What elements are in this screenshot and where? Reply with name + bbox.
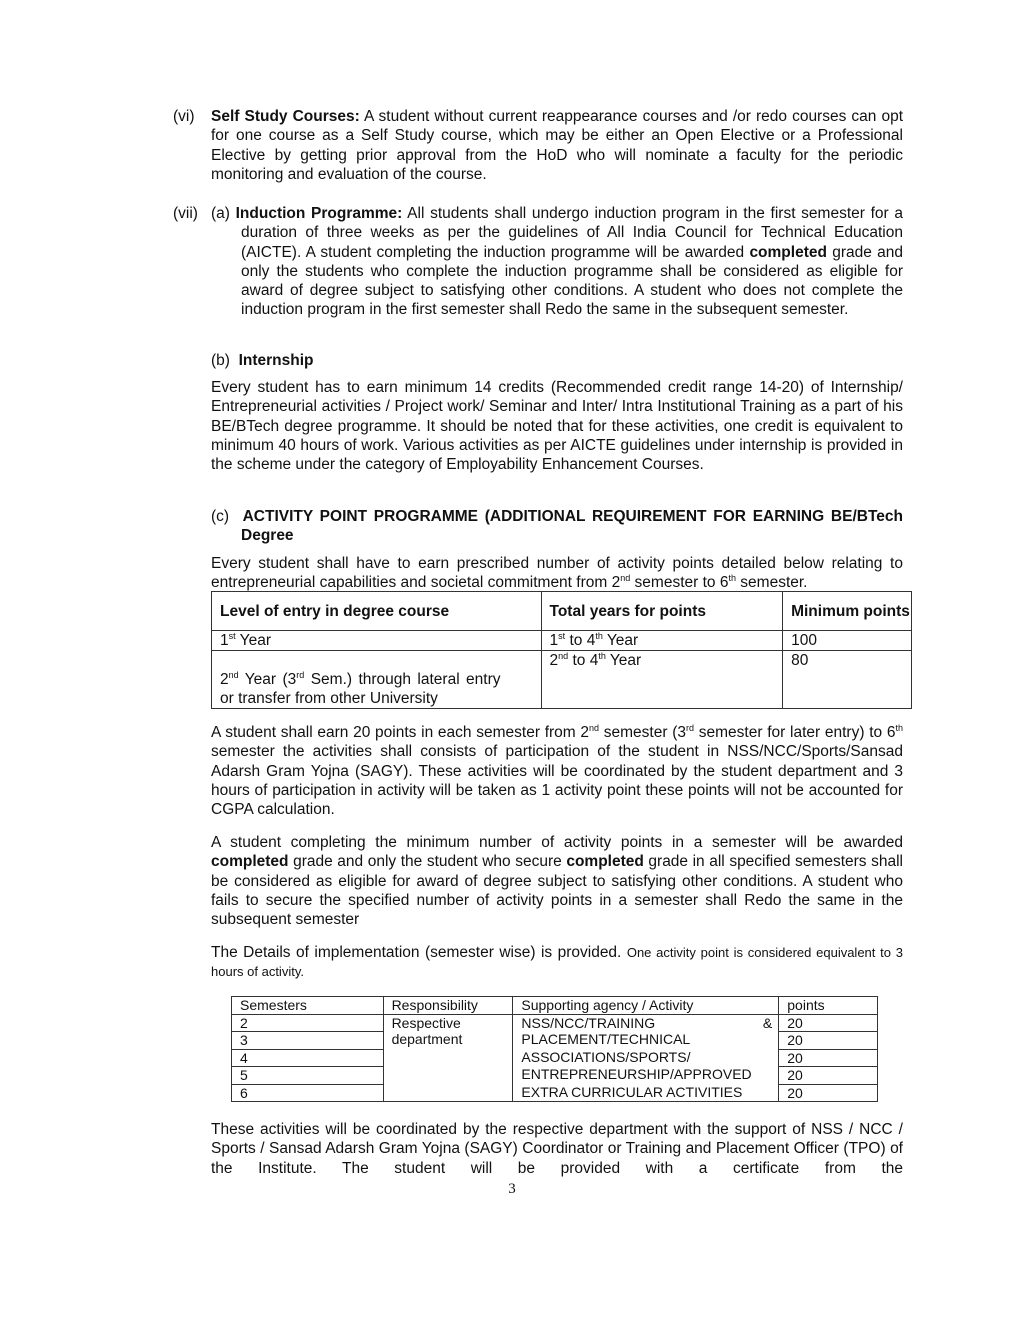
table-header-cell: Supporting agency / Activity [513, 997, 779, 1015]
activity-intro-text-2: semester to 6 [630, 574, 729, 592]
table-cell: 20 [779, 1032, 878, 1050]
table-header-cell: Responsibility [383, 997, 513, 1015]
cell-text: 2 [220, 671, 229, 688]
table-cell: 4 [232, 1049, 384, 1067]
cell-sup: st [228, 631, 236, 641]
para1-sup-2: rd [686, 723, 695, 733]
responsibility-cell: Respective department [383, 1014, 513, 1102]
cell-sup: th [598, 651, 606, 661]
cell-sup: nd [558, 651, 569, 661]
para2-bold-1: completed [211, 853, 289, 871]
cell-sup: st [558, 631, 566, 641]
induction-heading: Induction Programme: [235, 205, 403, 222]
coordination-paragraph: These activities will be coordinated by the respective department with the support of NSS / NCC / Sports / Sansad Adarsh Gram Yojna (SAGY) Coordinator or Training and Placement Officer (TPO) of the Institute. The student will be provided with a certificate from the [211, 1121, 903, 1177]
activity-intro-sup-2: th [728, 573, 736, 584]
cell-sup: nd [228, 670, 239, 680]
table-cell [541, 631, 783, 651]
induction-text-2: grade and only the students who complete the induction programme shall be considered as eligible for award of degree subject to satisfying other conditions. A student who does not complete the induction program in the first semester shall Redo the same in the subsequent semester. [241, 243, 903, 319]
activity-intro-text-1: Every student shall have to earn prescribed number of activity points detailed below relating to entrepreneurial capabilities and societal commitment from 2 [211, 555, 903, 592]
induction-completed: completed [749, 243, 827, 261]
internship-heading-line [211, 351, 314, 370]
semester-activity-table [231, 996, 878, 1102]
points-per-semester-paragraph [211, 723, 903, 819]
table-header-cell: points [779, 997, 878, 1015]
table-header-cell: Semesters [232, 997, 384, 1015]
induction-paragraph [211, 204, 903, 320]
table-cell [212, 631, 542, 651]
activity-heading-line [211, 507, 903, 546]
header-level: Level of entry in degree course [220, 602, 450, 620]
agency-line: PLACEMENT/TECHNICAL [521, 1031, 691, 1047]
activity-label: (c) [211, 508, 230, 525]
table-cell: 80 [783, 651, 912, 709]
page-number: 3 [508, 1181, 516, 1197]
activity-intro [211, 554, 903, 593]
activity-intro-text-3: semester. [735, 574, 808, 592]
para2-text-1: A student completing the minimum number of activity points in a semester will be awarded [211, 834, 903, 851]
internship-heading: Internship [238, 352, 314, 369]
table-header-cell [783, 592, 912, 631]
header-minimum: Minimum points [791, 602, 910, 620]
activity-intro-sup-1: nd [620, 573, 631, 584]
item-label-vii: (vii) [173, 205, 198, 222]
cell-text: Sem.) through lateral entry or transfer from other University [220, 671, 501, 707]
internship-label: (b) [211, 352, 230, 369]
agency-line: EXTRA CURRICULAR ACTIVITIES [521, 1083, 743, 1100]
implementation-paragraph [211, 943, 903, 982]
table-cell: 20 [779, 1049, 878, 1067]
table-row [232, 1014, 878, 1032]
self-study-text: A student without current reappearance courses and /or redo courses can opt for one course as a Self Study course, which may be either an Open Elective or a Professional Elective by getting prior approval from the HoD who will nominate a faculty for the periodic monitoring and evaluation of the course. [211, 108, 903, 183]
table-cell: 6 [232, 1084, 384, 1102]
cell-sup: th [595, 631, 603, 641]
table-cell [212, 651, 542, 709]
table-cell: 20 [779, 1014, 878, 1032]
table-cell: 2 [232, 1014, 384, 1032]
para2-bold-2: completed [566, 853, 644, 871]
table-header-row [232, 997, 878, 1015]
agency-line: ASSOCIATIONS/SPORTS/ [521, 1048, 691, 1065]
induction-label: (a) [211, 205, 236, 222]
self-study-heading: Self Study Courses: [211, 108, 360, 125]
agency-line: ENTREPRENEURSHIP/APPROVED [521, 1066, 752, 1082]
self-study-paragraph [211, 107, 903, 184]
cell-text: 1 [220, 632, 229, 649]
para2-text-3: grade in all specified semesters shall be considered as eligible for award of degree subject to satisfying other conditions. A student who fails to secure the specified number of activity points in a semester shall Redo the same in the subsequent semester [211, 853, 903, 929]
para1-text-2: semester (3 [599, 724, 687, 741]
cell-text: to 4 [565, 632, 596, 649]
cell-text: Year [605, 652, 642, 669]
para1-sup-3: th [895, 723, 903, 733]
table-row [212, 651, 912, 709]
completed-grade-paragraph [211, 833, 903, 929]
table-header-cell [212, 592, 542, 631]
agency-cell [513, 1014, 779, 1102]
activity-heading: ACTIVITY POINT PROGRAMME (ADDITIONAL REQUIREMENT FOR EARNING BE/BTech Degree [241, 508, 903, 545]
cell-text: 2 [549, 652, 559, 669]
cell-text: Year [235, 632, 271, 649]
para1-text-4: semester the activities shall consists of participation of the student in NSS/NCC/Sports/Sansad Adarsh Gram Yojna (SAGY). These activities will be coordinated by the student department and 3 hours of participation in activity will be taken as 1 activity point these points will not be accounted for CGPA calculation. [211, 743, 903, 819]
induction-text-1: All students shall undergo induction program in the first semester for a duration of three weeks as per the guidelines of All India Council for Technical Education (AICTE). A student completing the induction programme will be awarded [241, 205, 903, 261]
table-header-row [212, 592, 912, 631]
item-label-vi: (vi) [173, 108, 195, 125]
table-header-cell [541, 592, 783, 631]
agency-line [521, 1015, 772, 1032]
cell-text: Year [602, 632, 639, 649]
table-cell: 20 [779, 1067, 878, 1085]
table-cell: 5 [232, 1067, 384, 1085]
header-years: Total years for points [549, 602, 706, 620]
table-cell: 20 [779, 1084, 878, 1102]
para3-small-text: One activity point is considered equivalent to 3 hours of activity. [211, 945, 903, 980]
para2-text-2: grade and only the student who secure [288, 853, 567, 871]
table-cell: 100 [783, 631, 912, 651]
para1-text-1: A student shall earn 20 points in each semester from 2 [211, 724, 590, 741]
table-cell: 3 [232, 1032, 384, 1050]
internship-paragraph: Every student has to earn minimum 14 credits (Recommended credit range 14-20) of Internship/ Entrepreneurial activities / Project work/ Seminar and Inter/ Intra Institutional Training as a part of his BE/BTech degree programme. It should be noted that for these activities, one credit is equivalent to minimum 40 hours of work. Various activities as per AICTE guidelines under internship is provided in the scheme under the category of Employability Enhancement Courses. [211, 379, 903, 474]
cell-sup: rd [296, 670, 305, 680]
agency-ampersand: & [762, 1014, 773, 1031]
para1-sup-1: nd [589, 723, 600, 733]
agency-line-text: NSS/NCC/TRAINING [521, 1014, 656, 1031]
cell-text: 1 [549, 632, 559, 649]
cell-text: Year (3 [238, 671, 297, 688]
cell-text: to 4 [568, 652, 599, 669]
para3-text: The Details of implementation (semester wise) is provided. [211, 944, 627, 961]
para1-text-3: semester for later entry) to 6 [694, 724, 896, 741]
activity-points-table [211, 591, 912, 709]
table-cell [541, 651, 783, 709]
table-row [212, 631, 912, 651]
